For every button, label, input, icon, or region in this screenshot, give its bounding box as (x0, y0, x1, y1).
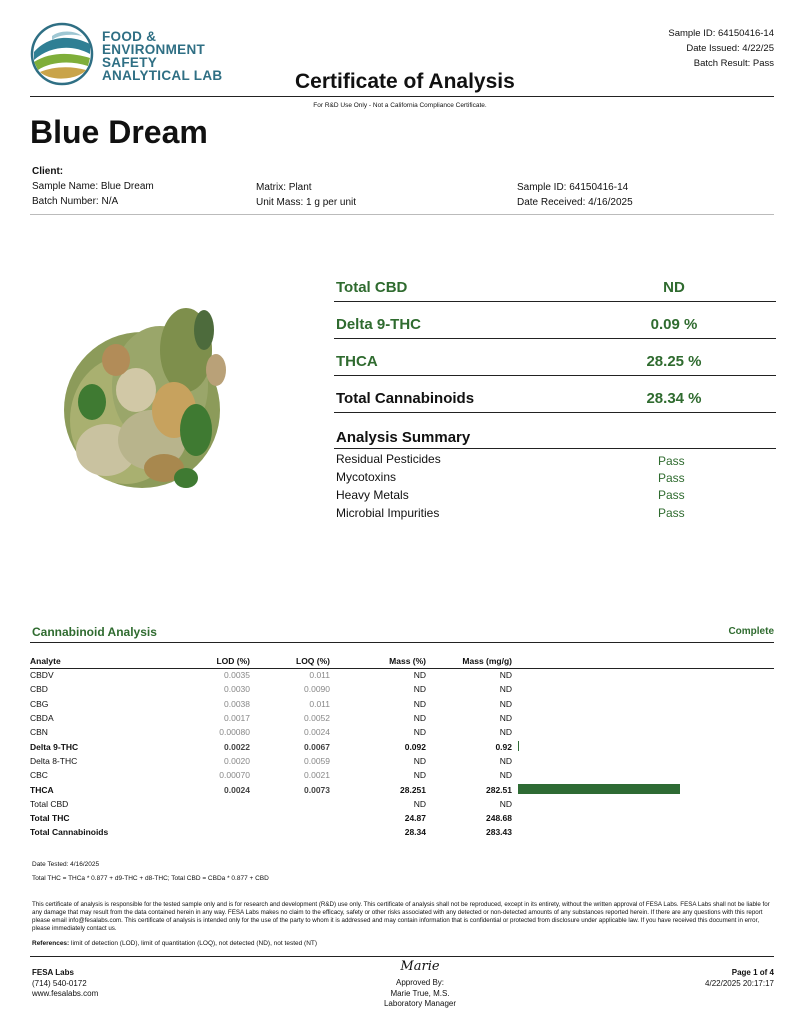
lod-cell: 0.0030 (224, 684, 250, 695)
mass-bar-cell (512, 711, 774, 725)
mass-percent-cell: ND (413, 684, 426, 695)
lod-cell: 0.0035 (224, 670, 250, 681)
mass-mg-cell: ND (499, 713, 512, 724)
sample-id: Sample ID: 64150416-14 (517, 182, 629, 193)
lod-cell: 0.0017 (224, 713, 250, 724)
approver-title: Laboratory Manager (383, 999, 457, 1008)
mass-percent-cell: ND (413, 770, 426, 781)
references-text: limit of detection (LOD), limit of quantitation (LOQ), not detected (ND), not tested (NT) (69, 940, 318, 947)
mass-bar-cell (512, 825, 774, 839)
summary-value: 28.25 % (646, 353, 702, 370)
cannabinoid-divider (30, 642, 774, 643)
summary-label: Total Cannabinoids (336, 390, 475, 407)
column-header: LOD (%) (190, 654, 250, 668)
header-meta (668, 26, 774, 71)
column-header: Analyte (30, 654, 190, 668)
analyte-cell: Delta 8-THC (30, 755, 78, 766)
mass-percent-cell: ND (413, 727, 426, 738)
mass-bar-cell (512, 739, 774, 753)
lod-cell (190, 811, 250, 825)
analyte-cell: Total Cannabinoids (30, 827, 109, 838)
table-row (30, 668, 774, 682)
table-row (30, 711, 774, 725)
mass-bar-cell (512, 668, 774, 682)
lod-cell: 0.0038 (224, 698, 250, 709)
mass-bar-cell (512, 754, 774, 768)
mass-mg-cell: 282.51 (486, 784, 512, 795)
analyte-cell: Delta 9-THC (30, 741, 79, 752)
analysis-item-label: Mycotoxins (336, 470, 397, 484)
cannabinoid-table (30, 654, 774, 840)
date-tested: Date Tested: 4/16/2025 (32, 861, 100, 868)
loq-cell: 0.011 (309, 698, 330, 709)
analysis-item-result: Pass (658, 454, 685, 468)
mass-mg-cell: ND (499, 755, 512, 766)
summary-value: ND (663, 279, 685, 296)
column-header: LOQ (%) (250, 654, 330, 668)
column-header: Mass (mg/g) (426, 654, 512, 668)
page-number: Page 1 of 4 (731, 968, 774, 977)
header-batch-result: Batch Result: Pass (693, 58, 774, 69)
footer-approval (0, 959, 800, 1010)
mass-mg-cell: 283.43 (486, 827, 512, 838)
summary-value: 28.34 % (646, 390, 702, 407)
table-row (30, 811, 774, 825)
analyte-cell: Total THC (30, 813, 70, 824)
table-row (30, 739, 774, 753)
company-phone: (714) 540-0172 (32, 978, 87, 988)
loq-cell: 0.0067 (304, 741, 330, 752)
references (32, 940, 317, 947)
table-row (30, 682, 774, 696)
matrix-info (256, 180, 356, 210)
loq-cell: 0.0073 (304, 784, 330, 795)
analysis-item-result: Pass (658, 471, 685, 485)
disclaimer: This certificate of analysis is responsible for the tested sample only and is for research and development (R&D) use only. This certificate of analysis shall not be reproduced, except in its entirety, without the written approval of FESA Labs. FESA Labs shall not be liable for any damage that may result from the data contained herein in any way. FESA Labs makes no claim to the efficacy, safety or other risks associated with any detected or non-detected amounts of any substances reported herein. If there are any questions with this report please email info@fesalabs.com. This certificate of analysis is intended only for the use of the party to whom it is addressed and may contain information that is confidential or protected from disclosure under applicable law. If you have received this document in error, please immediately contact us. (32, 901, 770, 932)
lod-cell: 0.00080 (219, 727, 250, 738)
loq-cell (250, 825, 330, 839)
mass-bar-cell (512, 697, 774, 711)
report-timestamp: 4/22/2025 20:17:17 (705, 978, 774, 988)
product-image (56, 290, 236, 500)
unit-mass: Unit Mass: 1 g per unit (256, 197, 357, 208)
mass-mg-cell: ND (499, 798, 512, 809)
mass-percent-cell: 0.092 (404, 741, 426, 752)
analysis-item-label: Residual Pesticides (336, 452, 441, 466)
summary-row-delta9-thc (334, 305, 776, 339)
mass-percent-cell: 28.251 (400, 784, 426, 795)
mass-percent-cell: ND (413, 798, 426, 809)
table-header-row (30, 654, 774, 668)
section-divider (30, 214, 774, 215)
analyte-cell: CBDA (30, 713, 54, 724)
footer-page-info (705, 968, 774, 989)
mass-percent-cell: ND (413, 698, 426, 709)
lab-name-line: ENVIRONMENT (102, 42, 206, 57)
table-row (30, 768, 774, 782)
mass-mg-cell: ND (499, 727, 512, 738)
mass-percent-cell: ND (413, 755, 426, 766)
lod-cell: 0.0022 (224, 741, 250, 752)
rnd-note: For R&D Use Only - Not a California Compliance Certificate. (313, 102, 487, 109)
mass-mg-cell: ND (499, 698, 512, 709)
analyte-cell: CBD (30, 684, 48, 695)
references-label: References: (32, 940, 70, 947)
summary-value: 0.09 % (650, 316, 698, 333)
analyte-cell: Total CBD (30, 798, 69, 809)
table-row (30, 754, 774, 768)
mass-bar (518, 741, 519, 751)
summary-label: THCA (336, 353, 378, 370)
client-info (32, 164, 154, 209)
analyte-cell: CBC (30, 770, 48, 781)
header-sample-id: Sample ID: 64150416-14 (668, 28, 774, 39)
mass-mg-cell: 248.68 (486, 813, 512, 824)
header-divider (30, 96, 774, 97)
cannabinoid-title: Cannabinoid Analysis (32, 625, 157, 639)
header-date-issued: Date Issued: 4/22/25 (686, 43, 774, 54)
summary-row-total-cbd (334, 268, 776, 302)
mass-bar (518, 784, 680, 794)
table-row (30, 697, 774, 711)
lab-name (102, 30, 222, 82)
lod-cell: 0.0020 (224, 755, 250, 766)
company-website: www.fesalabs.com (32, 989, 99, 998)
analysis-item-result: Pass (658, 506, 685, 520)
analysis-summary-divider (334, 448, 776, 449)
mass-percent-cell: ND (413, 713, 426, 724)
column-header-bar (512, 654, 774, 668)
approved-by-label: Approved By: (395, 978, 445, 987)
mass-bar-cell (512, 768, 774, 782)
mass-bar-cell (512, 797, 774, 811)
date-received: Date Received: 4/16/2025 (517, 197, 633, 208)
lod-cell: 0.00070 (219, 770, 250, 781)
table-row (30, 797, 774, 811)
summary-label: Total CBD (336, 279, 408, 296)
table-row (30, 825, 774, 839)
analyte-cell: CBDV (30, 670, 54, 681)
lab-logo-icon (30, 22, 94, 86)
loq-cell: 0.0024 (304, 727, 330, 738)
loq-cell (250, 811, 330, 825)
mass-bar-cell (512, 811, 774, 825)
sample-title: Blue Dream (30, 114, 208, 150)
analysis-item-label: Heavy Metals (336, 488, 409, 502)
analyte-cell: CBN (30, 727, 48, 738)
sample-name: Sample Name: Blue Dream (32, 181, 154, 192)
receipt-info (517, 180, 633, 210)
loq-cell: 0.011 (309, 670, 330, 681)
mass-percent-cell: 24.87 (404, 813, 426, 824)
mass-mg-cell: ND (499, 770, 512, 781)
mass-mg-cell: ND (499, 684, 512, 695)
mass-bar-cell (512, 782, 774, 796)
loq-cell (250, 797, 330, 811)
cannabinoid-status: Complete (728, 626, 774, 637)
matrix: Matrix: Plant (256, 182, 312, 193)
batch-number: Batch Number: N/A (32, 196, 119, 207)
summary-row-thca (334, 342, 776, 376)
footer-divider (30, 956, 774, 957)
approver-signature: Marie (400, 959, 440, 974)
lod-cell (190, 825, 250, 839)
column-header: Mass (%) (330, 654, 426, 668)
lab-name-line: SAFETY (102, 55, 158, 70)
analyte-cell: THCA (30, 784, 54, 795)
summary-label: Delta 9-THC (336, 316, 422, 333)
mass-bar-cell (512, 682, 774, 696)
loq-cell: 0.0090 (304, 684, 330, 695)
lab-name-line: ANALYTICAL LAB (102, 68, 223, 83)
lod-cell (190, 797, 250, 811)
loq-cell: 0.0021 (304, 770, 330, 781)
loq-cell: 0.0052 (304, 713, 330, 724)
mass-mg-cell: 0.92 (495, 741, 512, 752)
client-label: Client: (32, 166, 64, 177)
table-row (30, 782, 774, 796)
lod-cell: 0.0024 (224, 784, 250, 795)
company-name: FESA Labs (32, 968, 74, 977)
mass-bar-cell (512, 725, 774, 739)
loq-cell: 0.0059 (304, 755, 330, 766)
analyte-cell: CBG (30, 698, 49, 709)
mass-percent-cell: ND (413, 670, 426, 681)
mass-mg-cell: ND (499, 670, 512, 681)
analysis-summary-title: Analysis Summary (336, 429, 471, 446)
document-title: Certificate of Analysis (295, 70, 515, 93)
mass-percent-cell: 28.34 (404, 827, 426, 838)
table-row (30, 725, 774, 739)
analysis-item-result: Pass (658, 488, 685, 502)
summary-row-total-cannabinoids (334, 379, 776, 413)
total-formula: Total THC = THCa * 0.877 + d9-THC + d8-THC; Total CBD = CBDa * 0.877 + CBD (32, 875, 269, 882)
lab-name-line: FOOD & (102, 29, 157, 44)
analysis-item-label: Microbial Impurities (336, 506, 440, 520)
approver-name: Marie True, M.S. (390, 988, 450, 998)
